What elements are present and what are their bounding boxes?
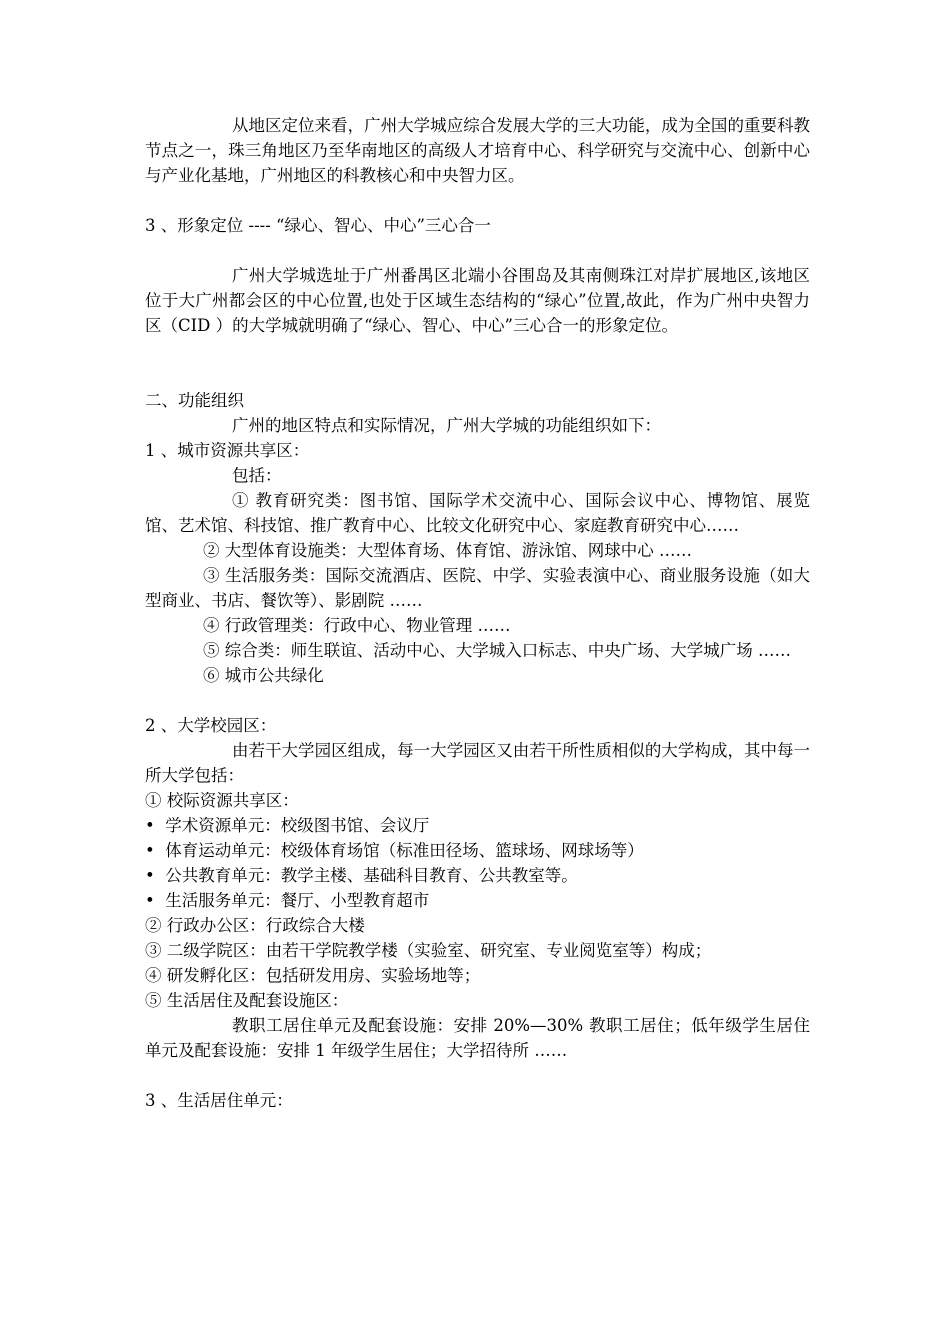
bullet-mark: • [145, 816, 155, 835]
bullet-mark: • [145, 891, 155, 910]
zone2-item: ⑤ 生活居住及配套设施区： [145, 991, 349, 1010]
image-positioning-heading: 3 、形象定位 ---- “绿心、智心、中心”三心合一 [145, 216, 491, 235]
zone1-item: ④ 行政管理类：行政中心、物业管理 …… [203, 616, 511, 635]
image-positioning-paragraph: 广州大学城选址于广州番禺区北端小谷围岛及其南侧珠江对岸扩展地区,该地区位于大广州都会区的中心位置,也处于区域生态结构的“绿心”位置,故此，作为广州中央智力区（CID ）的大学城就明确了“绿心、智心、中心”三心合一的形象定位。 [145, 266, 810, 335]
zone1-item: ② 大型体育设施类：大型体育场、体育馆、游泳馆、网球中心 …… [203, 541, 692, 560]
bullet-text: 学术资源单元：校级图书馆、会议厅 [165, 816, 430, 835]
zone3-heading: 3 、生活居住单元： [145, 1091, 293, 1110]
function-organization-heading: 二、功能组织 [145, 391, 244, 410]
zone1-item: ⑥ 城市公共绿化 [203, 666, 324, 685]
bullet-mark: • [145, 866, 155, 885]
bullet-text: 生活服务单元：餐厅、小型教育超市 [165, 891, 430, 910]
zone2-residence-paragraph: 教职工居住单元及配套设施：安排 20%—30% 教职工居住；低年级学生居住单元及配套设施：安排 1 年级学生居住；大学招待所 …… [145, 1016, 810, 1060]
bullet-text: 体育运动单元：校级体育场馆（标准田径场、篮球场、网球场等） [165, 841, 644, 860]
zone2-bullet [145, 813, 810, 838]
zone2-shared-label: ① 校际资源共享区： [145, 791, 299, 810]
zone2-item: ④ 研发孵化区：包括研发用房、实验场地等； [145, 966, 481, 985]
zone2-bullet [145, 863, 810, 888]
document-body [145, 113, 810, 1113]
spacer [145, 338, 810, 388]
zone1-item: ③ 生活服务类：国际交流酒店、医院、中学、实验表演中心、商业服务设施（如大型商业、书店、餐饮等）、影剧院 …… [145, 566, 810, 610]
zone2-item: ③ 二级学院区：由若干学院教学楼（实验室、研究室、专业阅览室等）构成； [145, 941, 712, 960]
zone2-heading: 2 、大学校园区： [145, 716, 277, 735]
spacer [145, 688, 810, 713]
function-intro: 广州的地区特点和实际情况，广州大学城的功能组织如下： [232, 416, 661, 435]
bullet-text: 公共教育单元：教学主楼、基础科目教育、公共教室等。 [165, 866, 578, 885]
spacer [145, 188, 810, 213]
zone2-item: ② 行政办公区：行政综合大楼 [145, 916, 365, 935]
spacer [145, 238, 810, 263]
zone2-bullet [145, 888, 810, 913]
zone2-bullet [145, 838, 810, 863]
zone1-item: ⑤ 综合类：师生联谊、活动中心、大学城入口标志、中央广场、大学城广场 …… [203, 641, 791, 660]
zone1-item: ① 教育研究类：图书馆、国际学术交流中心、国际会议中心、博物馆、展览馆、艺术馆、科技馆、推广教育中心、比较文化研究中心、家庭教育研究中心…… [145, 491, 810, 535]
region-positioning-paragraph: 从地区定位来看，广州大学城应综合发展大学的三大功能，成为全国的重要科教节点之一，珠三角地区乃至华南地区的高级人才培育中心、科学研究与交流中心、创新中心与产业化基地，广州地区的科教核心和中央智力区。 [145, 116, 810, 185]
zone1-heading: 1 、城市资源共享区： [145, 441, 310, 460]
bullet-mark: • [145, 841, 155, 860]
spacer [145, 1063, 810, 1088]
zone2-intro: 由若干大学园区组成，每一大学园区又由若干所性质相似的大学构成，其中每一所大学包括： [145, 741, 810, 785]
zone1-includes-label: 包括： [232, 466, 282, 485]
